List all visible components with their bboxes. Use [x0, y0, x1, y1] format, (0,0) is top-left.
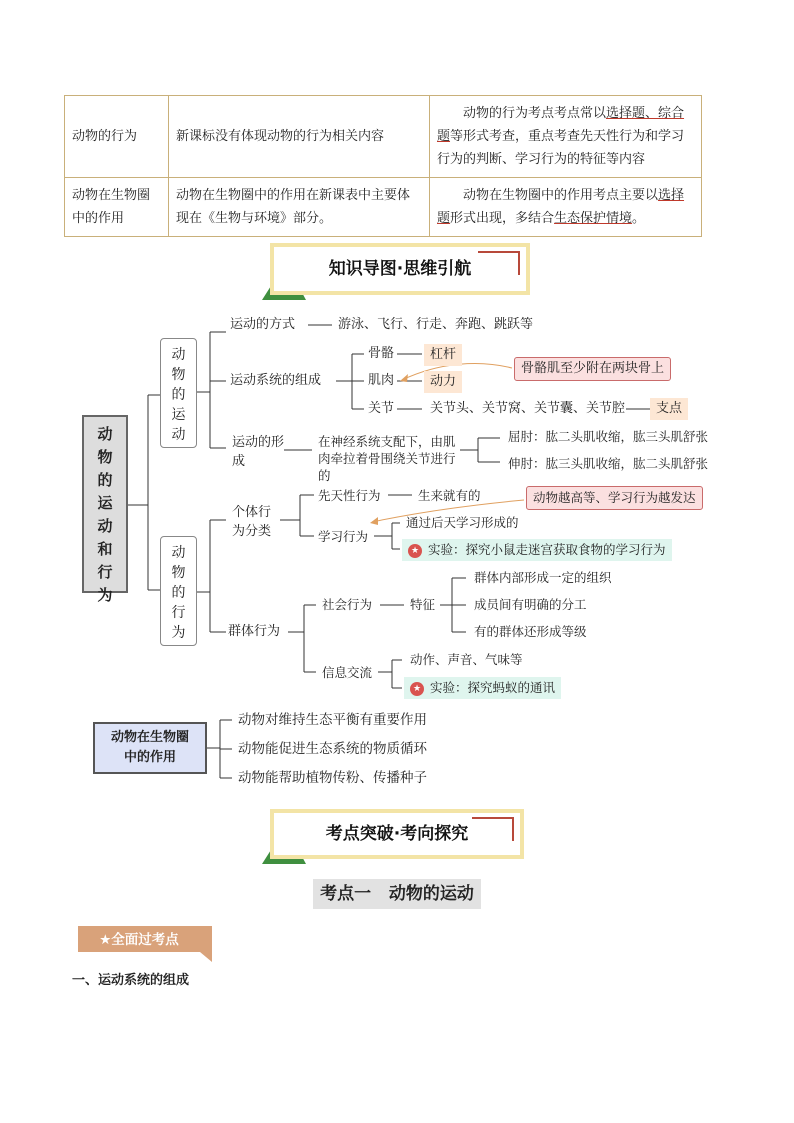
extend-text: 伸肘：肱三头肌收缩，肱二头肌舒张 [508, 456, 709, 471]
cell-text: 等形式考查，重点考查先天性行为和学习行为的判断、学习行为的特征等内容 [437, 129, 685, 167]
comm-label: 信息交流 [322, 665, 373, 680]
learn-note: 动物越高等、学习行为越发达 [526, 486, 703, 510]
bone-label: 骨骼 [368, 346, 395, 361]
underlined-text: 选择题 [437, 188, 685, 226]
cell-text: 动物的行为考点考点常以 [463, 106, 607, 121]
root-label: 动物的运动和行为 [97, 425, 113, 604]
behavior-node [160, 536, 197, 646]
section-heading: 一、运动系统的组成 [72, 973, 190, 988]
experiment-2-text: 实验：探究蚂蚁的通讯 [430, 680, 556, 695]
lever-tag: 杠杆 [424, 344, 462, 366]
experiment-2 [404, 677, 561, 699]
banner-title: 知识导图·思维引航 [328, 259, 472, 279]
role-2: 动物能促进生态系统的物质循环 [238, 741, 427, 757]
way-detail: 游泳、飞行、行走、奔跑、跳跃等 [338, 317, 534, 332]
innate-detail: 生来就有的 [418, 488, 481, 503]
star-icon: ★ [408, 544, 422, 558]
joint-label: 关节 [368, 401, 395, 416]
table-cell: 动物在生物圈中的作用在新课表中主要体现在《生物与环境》部分。 [169, 178, 430, 237]
way-label: 运动的方式 [230, 317, 296, 332]
role-3: 动物能帮助植物传粉、传播种子 [238, 770, 427, 786]
root-node [82, 415, 128, 604]
system-label: 运动系统的组成 [230, 373, 322, 388]
motion-node [160, 338, 197, 448]
role-node [93, 722, 207, 774]
joint-parts: 关节头、关节窝、关节囊、关节腔 [430, 401, 626, 416]
group-label: 群体行为 [228, 624, 281, 639]
table-cell: 动物在生物圈中的作用 [65, 178, 169, 237]
motion-label: 动物的运动 [171, 347, 186, 443]
formation-detail: 在神经系统支配下，由肌肉牵拉着骨围绕关节进行的 [318, 434, 456, 483]
section-banner [270, 809, 524, 859]
experiment-1 [402, 539, 672, 561]
underlined-text: 选择题、综合题 [437, 106, 685, 144]
comm-detail: 动作、声音、气味等 [410, 652, 523, 667]
social-label: 社会行为 [322, 597, 373, 612]
cell-text: 动物在生物圈中的作用考点主要以 [463, 188, 659, 203]
cell-text: 形式出现，多结合 [450, 211, 555, 226]
behavior-label: 动物的行为 [171, 545, 186, 641]
learned-label: 学习行为 [318, 529, 369, 544]
role-1: 动物对维持生态平衡有重要作用 [238, 712, 427, 728]
ribbon-label: ★全面过考点 [99, 932, 179, 948]
role-label: 动物在生物圈中的作用 [110, 730, 189, 765]
muscle-note: 骨骼肌至少附在两块骨上 [514, 357, 671, 381]
corner-decoration [472, 817, 514, 841]
innate-label: 先天性行为 [318, 488, 381, 503]
topic-heading-text: 考点一 动物的运动 [320, 884, 474, 904]
feature-3: 有的群体还形成等级 [474, 624, 587, 639]
formation-label: 运动的形成 [232, 435, 285, 469]
banner-title: 考点突破·考向探究 [325, 824, 469, 844]
experiment-1-text: 实验：探究小鼠走迷宫获取食物的学习行为 [428, 542, 666, 557]
cell-text: 。 [632, 211, 646, 226]
topic-heading [313, 879, 481, 909]
learned-detail: 通过后天学习形成的 [406, 515, 519, 530]
feature-2: 成员间有明确的分工 [474, 597, 587, 612]
muscle-label: 肌肉 [368, 373, 395, 388]
fulcrum-tag: 支点 [650, 398, 688, 420]
star-icon: ★ [410, 682, 424, 696]
table-cell: 新课标没有体现动物的行为相关内容 [169, 96, 430, 178]
underlined-text: 生态保护情境 [554, 211, 633, 226]
feature-1: 群体内部形成一定的组织 [474, 570, 612, 585]
individual-label: 个体行为分类 [232, 505, 272, 539]
power-tag: 动力 [424, 371, 462, 393]
feature-label: 特征 [410, 597, 436, 612]
table-cell: 动物的行为 [65, 96, 169, 178]
flex-text: 屈肘：肱二头肌收缩，肱三头肌舒张 [508, 429, 709, 444]
